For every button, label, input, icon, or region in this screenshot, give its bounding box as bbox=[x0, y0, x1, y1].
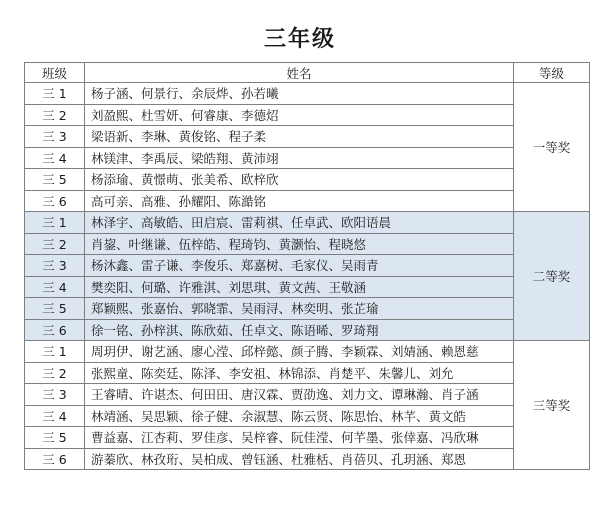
class-cell: 三 4 bbox=[25, 276, 85, 298]
table-row bbox=[25, 362, 590, 384]
table-row bbox=[25, 104, 590, 126]
class-cell: 三 2 bbox=[25, 233, 85, 255]
table-row bbox=[25, 255, 590, 277]
table-row bbox=[25, 190, 590, 212]
table-body bbox=[25, 83, 590, 470]
table-row bbox=[25, 233, 590, 255]
table-row bbox=[25, 83, 590, 105]
table-row bbox=[25, 276, 590, 298]
table-row bbox=[25, 169, 590, 191]
page-title: 三年级 bbox=[263, 27, 336, 52]
names-cell: 肖鋆、叶继谦、伍梓皓、程琦钧、黄灏怡、程晓悠 bbox=[85, 233, 514, 255]
table-row bbox=[25, 427, 590, 449]
header-class: 班级 bbox=[25, 63, 85, 83]
table-row bbox=[25, 405, 590, 427]
header-level: 等级 bbox=[514, 63, 590, 83]
class-cell: 三 6 bbox=[25, 448, 85, 470]
table-row bbox=[25, 341, 590, 363]
class-cell: 三 3 bbox=[25, 255, 85, 277]
names-cell: 梁语新、李琳、黄俊铭、程子柔 bbox=[85, 126, 514, 148]
names-cell: 游蓁欣、林孜珩、吴柏成、曾钰涵、杜雅栝、肖蓓贝、孔玥涵、郑恩 bbox=[85, 448, 514, 470]
class-cell: 三 1 bbox=[25, 212, 85, 234]
class-cell: 三 1 bbox=[25, 83, 85, 105]
names-cell: 杨添瑜、黄憬萌、张美希、欧梓欣 bbox=[85, 169, 514, 191]
class-cell: 三 2 bbox=[25, 104, 85, 126]
award-level-cell: 三等奖 bbox=[514, 341, 590, 470]
class-cell: 三 3 bbox=[25, 126, 85, 148]
names-cell: 林镁津、李禹辰、梁皓翔、黄沛翊 bbox=[85, 147, 514, 169]
class-cell: 三 4 bbox=[25, 147, 85, 169]
table-row bbox=[25, 319, 590, 341]
class-cell: 三 3 bbox=[25, 384, 85, 406]
table-row bbox=[25, 448, 590, 470]
award-level-cell: 一等奖 bbox=[514, 83, 590, 212]
names-cell: 樊奕阳、何璐、许雅淇、刘思琪、黄文茜、王敬涵 bbox=[85, 276, 514, 298]
names-cell: 徐一铭、孙梓淇、陈欣茹、任卓文、陈语晞、罗琦翔 bbox=[85, 319, 514, 341]
table-row bbox=[25, 147, 590, 169]
award-table bbox=[24, 62, 590, 470]
table-row bbox=[25, 126, 590, 148]
header-row bbox=[25, 63, 590, 83]
names-cell: 曹益嘉、江杏莉、罗佳彦、吴梓睿、阮佳滢、何芊墨、张倖嘉、冯欣琳 bbox=[85, 427, 514, 449]
class-cell: 三 6 bbox=[25, 190, 85, 212]
award-level-cell: 二等奖 bbox=[514, 212, 590, 341]
names-cell: 高可亲、高雅、孙耀阳、陈澔铭 bbox=[85, 190, 514, 212]
names-cell: 杨沐鑫、雷子谦、李俊乐、郑嘉树、毛家仪、吴雨青 bbox=[85, 255, 514, 277]
names-cell: 郑颖熙、张嘉怡、郭晓霏、吴雨浔、林奕明、张芷瑜 bbox=[85, 298, 514, 320]
table-row bbox=[25, 384, 590, 406]
class-cell: 三 1 bbox=[25, 341, 85, 363]
names-cell: 周玥伊、谢艺涵、廖心滢、邱梓懿、颜子腾、李颖霖、刘婧涵、赖恩慈 bbox=[85, 341, 514, 363]
header-names: 姓名 bbox=[85, 63, 514, 83]
class-cell: 三 5 bbox=[25, 427, 85, 449]
class-cell: 三 5 bbox=[25, 169, 85, 191]
names-cell: 王睿晴、许谌杰、何田田、唐汉霖、贾劭逸、刘力文、谭琳瀚、肖子涵 bbox=[85, 384, 514, 406]
class-cell: 三 5 bbox=[25, 298, 85, 320]
names-cell: 杨子涵、何景行、余辰烨、孙若曦 bbox=[85, 83, 514, 105]
class-cell: 三 6 bbox=[25, 319, 85, 341]
class-cell: 三 2 bbox=[25, 362, 85, 384]
class-cell: 三 4 bbox=[25, 405, 85, 427]
table-row bbox=[25, 212, 590, 234]
names-cell: 刘盈熙、杜雪妍、何睿康、李德炤 bbox=[85, 104, 514, 126]
names-cell: 林泽宇、高敏皓、田启宸、雷莉祺、任卓武、欧阳语晨 bbox=[85, 212, 514, 234]
names-cell: 张熙童、陈奕廷、陈泽、李安祖、林锦添、肖楚平、朱馨儿、刘允 bbox=[85, 362, 514, 384]
names-cell: 林靖涵、吴思颖、徐子健、余淑慧、陈云贤、陈思怡、林芊、黄文皓 bbox=[85, 405, 514, 427]
table-row bbox=[25, 298, 590, 320]
